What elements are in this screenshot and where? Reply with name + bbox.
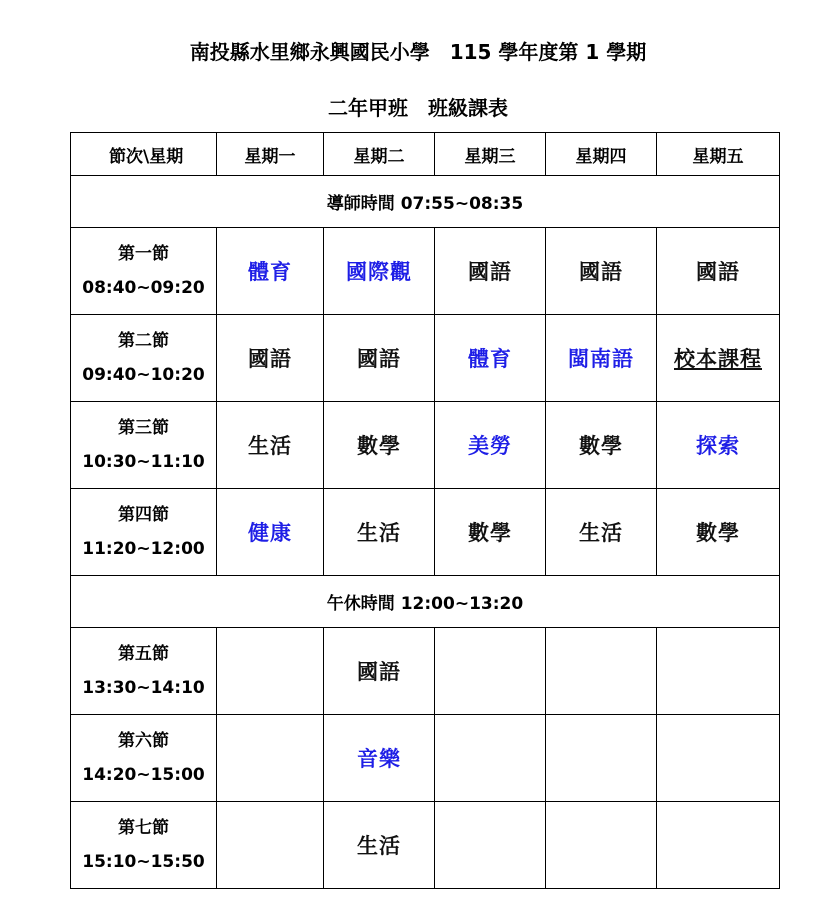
day-header: 星期一 (217, 133, 324, 176)
subject-cell (435, 628, 546, 715)
subject-cell (435, 715, 546, 802)
corner-header: 節次\星期 (71, 133, 217, 176)
period-time: 15:10~15:50 (82, 852, 205, 872)
period-time: 13:30~14:10 (82, 678, 205, 698)
period-label-cell (71, 715, 217, 802)
subject-cell (217, 802, 324, 889)
subject-cell (217, 228, 324, 315)
period-name: 第一節 (118, 244, 169, 264)
subject-cell (657, 315, 780, 402)
subject-cell (657, 489, 780, 576)
subject-name: 生活 (357, 520, 401, 545)
period-row (71, 628, 780, 715)
period-label-cell (71, 402, 217, 489)
subject-name: 體育 (248, 259, 292, 284)
period-name: 第三節 (118, 418, 169, 438)
subject-cell (657, 628, 780, 715)
period-time: 08:40~09:20 (82, 278, 205, 298)
subject-name: 國語 (468, 259, 512, 284)
period-name: 第六節 (118, 731, 169, 751)
period-label-cell (71, 315, 217, 402)
subject-cell (324, 715, 435, 802)
subject-cell (546, 802, 657, 889)
period-label-cell (71, 802, 217, 889)
lunch-row (71, 576, 780, 628)
period-row (71, 228, 780, 315)
subject-name: 數學 (579, 433, 623, 458)
subject-name: 閩南語 (568, 346, 634, 371)
subject-name: 國語 (696, 259, 740, 284)
subject-name: 健康 (248, 520, 292, 545)
class-title: 二年甲班 班級課表 (328, 96, 508, 120)
subject-cell (217, 715, 324, 802)
period-name: 第四節 (118, 505, 169, 525)
subject-cell (546, 315, 657, 402)
homeroom-row (71, 176, 780, 228)
lunch-time: 午休時間 12:00~13:20 (71, 576, 780, 628)
period-row (71, 402, 780, 489)
subject-cell (435, 489, 546, 576)
subject-name: 生活 (357, 833, 401, 858)
subject-name: 體育 (468, 346, 512, 371)
subject-name: 數學 (357, 433, 401, 458)
subject-cell (324, 315, 435, 402)
subject-cell (546, 402, 657, 489)
period-label-cell (71, 628, 217, 715)
subject-cell (546, 715, 657, 802)
subject-name: 國際觀 (346, 259, 412, 284)
subject-cell (657, 228, 780, 315)
period-name: 第二節 (118, 331, 169, 351)
period-name: 第五節 (118, 644, 169, 664)
period-name: 第七節 (118, 818, 169, 838)
header-row (71, 133, 780, 176)
subject-name: 校本課程 (674, 346, 762, 371)
subject-cell (217, 628, 324, 715)
period-time: 14:20~15:00 (82, 765, 205, 785)
period-row (71, 315, 780, 402)
subject-name: 國語 (579, 259, 623, 284)
subject-cell (546, 228, 657, 315)
period-row (71, 715, 780, 802)
period-time: 11:20~12:00 (82, 539, 205, 559)
subject-cell (324, 802, 435, 889)
subject-cell (435, 802, 546, 889)
subject-cell (324, 402, 435, 489)
subject-cell (217, 489, 324, 576)
subject-cell (546, 628, 657, 715)
subject-name: 美勞 (468, 433, 512, 458)
school-title: 南投縣水里鄉永興國民小學 115 學年度第 1 學期 (189, 40, 647, 64)
day-header: 星期三 (435, 133, 546, 176)
subject-cell (435, 315, 546, 402)
period-row (71, 802, 780, 889)
subject-name: 數學 (468, 520, 512, 545)
subject-cell (657, 715, 780, 802)
subject-cell (657, 402, 780, 489)
period-label-cell (71, 489, 217, 576)
subject-cell (435, 402, 546, 489)
subject-cell (546, 489, 657, 576)
subject-name: 音樂 (357, 746, 401, 771)
subject-name: 生活 (248, 433, 292, 458)
subject-name: 探索 (696, 433, 740, 458)
period-time: 09:40~10:20 (82, 365, 205, 385)
subject-name: 數學 (696, 520, 740, 545)
period-row (71, 489, 780, 576)
subject-cell (324, 489, 435, 576)
subject-name: 國語 (357, 346, 401, 371)
subject-cell (435, 228, 546, 315)
subject-cell (217, 402, 324, 489)
subject-cell (217, 315, 324, 402)
subject-name: 國語 (248, 346, 292, 371)
subject-cell (324, 228, 435, 315)
day-header: 星期四 (546, 133, 657, 176)
class-schedule-table (70, 132, 780, 889)
period-time: 10:30~11:10 (82, 452, 205, 472)
homeroom-time: 導師時間 07:55~08:35 (71, 176, 780, 228)
period-label-cell (71, 228, 217, 315)
day-header: 星期五 (657, 133, 780, 176)
subject-name: 國語 (357, 659, 401, 684)
subject-name: 生活 (579, 520, 623, 545)
subject-cell (324, 628, 435, 715)
day-header: 星期二 (324, 133, 435, 176)
subject-cell (657, 802, 780, 889)
